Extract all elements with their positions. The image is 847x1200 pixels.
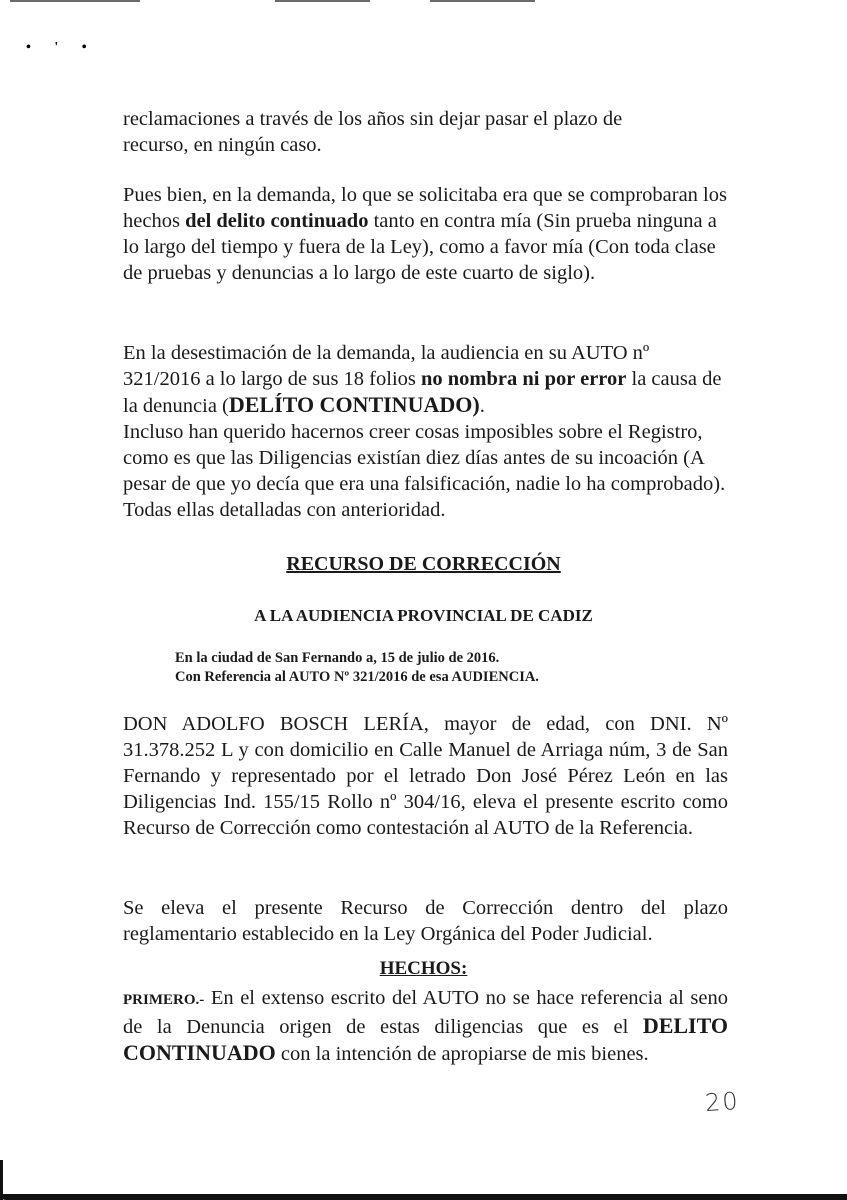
binding-hole-marks: • ' • [26,40,97,55]
intro-line-1: reclamaciones a través de los años sin dejar pasar el plazo de [123,108,623,130]
bold-no-nombra: no nombra ni por error [421,368,627,390]
scan-edge-bottom [0,1194,847,1200]
text: En el extenso escrito del AUTO no se hace referencia al seno de la Denuncia origen de estas diligencias que es el [123,987,728,1038]
reference-line: Con Referencia al AUTO Nº 321/2016 de esa AUDIENCIA. [175,669,539,685]
text: tanto en contra mía (Sin prueba ninguna a lo largo del tiempo y fuera de la Ley), como a favor mía (Con toda clase de pruebas y denuncias a lo largo de este cuarto de siglo). [123,210,717,284]
addressee-heading: A LA AUDIENCIA PROVINCIAL DE CADIZ [254,606,593,625]
paragraph-desestimacion [123,340,728,523]
date-line: En la ciudad de San Fernando a, 15 de julio de 2016. [175,650,500,666]
text: . [479,395,485,417]
paragraph-identification [123,711,728,841]
text: con la intención de apropiarse de mis bienes. [275,1043,649,1065]
paragraph-demanda [123,182,728,286]
paragraph-primero [123,985,728,1067]
text: En la desestimación de la demanda, la audiencia en su AUTO nº 321/2016 a lo largo de sus 18 folios [123,342,650,390]
paragraph-plazo [123,895,728,947]
hechos-heading: HECHOS: [379,958,468,979]
document-heading: RECURSO DE CORRECCIÓN [286,553,561,575]
text: Se eleva el presente Recurso de Corrección dentro del plazo reglamentario establecido en la Ley Orgánica del Poder Judicial. [123,897,728,945]
primero-label: PRIMERO.- [123,992,205,1008]
scan-edge-left [0,1160,3,1200]
paragraph-incluso: Incluso han querido hacernos creer cosas imposibles sobre el Registro, como es que las Diligencias existían diez días antes de su incoación (A pesar de que yo decía que era una falsificación, nadie lo ha comprobado). Todas ellas detalladas con anterioridad. [123,421,726,521]
bold-delito-continuado-caps: DELÍTO CONTINUADO) [228,392,480,417]
intro-paragraph [123,106,728,158]
scan-edge-top-right [430,0,535,2]
intro-line-2: recurso, en ningún caso. [123,134,322,156]
text: la causa de la denuncia ( [123,368,722,417]
bold-delito-continuado-primero: DELITO CONTINUADO [123,1013,728,1065]
bold-delito-continuado: del delito continuado [185,210,369,232]
scan-edge-top-left [10,0,140,2]
scan-edge-top-mid [275,0,370,2]
reference-block [175,649,539,687]
handwritten-page-number: 20 [704,1086,741,1118]
text: Pues bien, en la demanda, lo que se solicitaba era que se comprobaran los hechos [123,184,727,232]
text: DON ADOLFO BOSCH LERÍA, mayor de edad, con DNI. Nº 31.378.252 L y con domicilio en Calle Manuel de Arriaga núm, 3 de San Fernando y representado por el letrado Don José Pérez León en las Diligencias Ind. 155/15 Rollo nº 304/16, eleva el presente escrito como Recurso de Corrección como contestación al AUTO de la Referencia. [123,713,728,839]
